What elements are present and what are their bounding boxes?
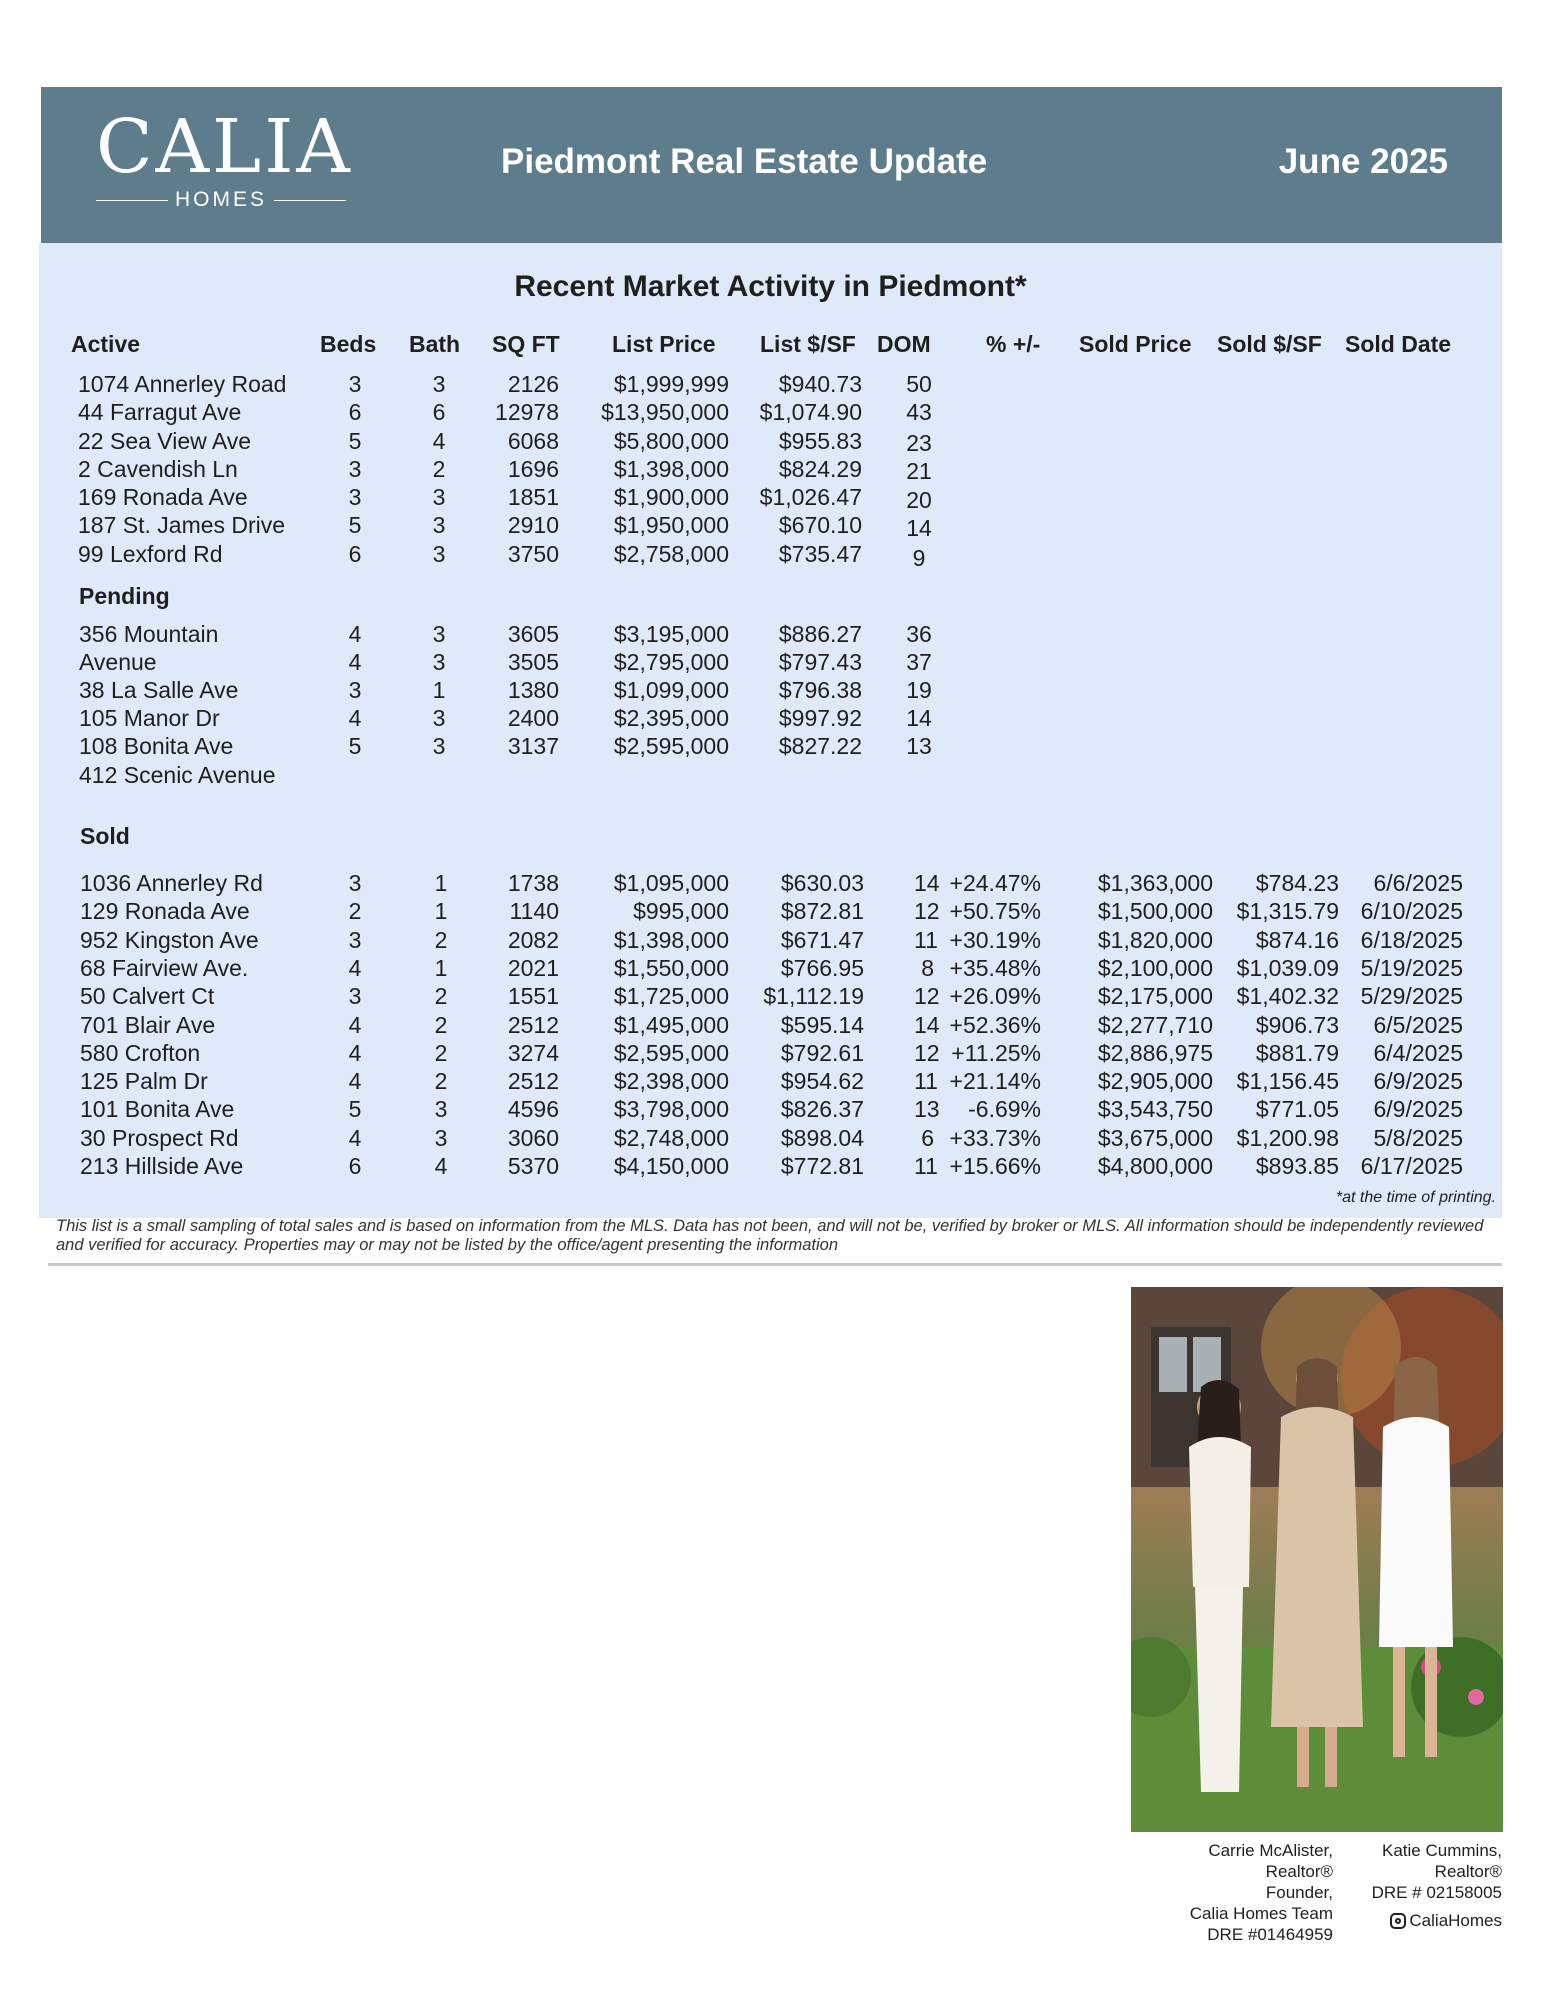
- sold-pct: +11.25%: [951, 1039, 1041, 1066]
- sold-sqft: 2512: [507, 1011, 559, 1038]
- sold-date: 6/4/2025: [1373, 1039, 1463, 1066]
- logo-subtitle: HOMES: [174, 188, 267, 211]
- active-address: 1074 Annerley Road: [78, 371, 287, 397]
- sold-bath: 1: [434, 870, 448, 896]
- sold-address: 580 Crofton: [80, 1039, 201, 1066]
- sold-pct: +33.73%: [949, 1124, 1041, 1151]
- sold-dom: 6: [921, 1124, 934, 1151]
- col-list-psf: List $/SF: [760, 331, 856, 357]
- pending-sqft: 1380: [507, 677, 559, 703]
- active-address: 44 Farragut Ave: [78, 399, 242, 425]
- pending-bath: 3: [432, 621, 446, 647]
- sold-list-price: $1,495,000: [613, 1011, 729, 1038]
- col-list-price: List Price: [612, 331, 716, 357]
- sold-beds: 3: [348, 983, 362, 1010]
- sold-price: $2,100,000: [1097, 954, 1213, 981]
- active-list-price: $1,398,000: [613, 456, 729, 482]
- sold-list-price: $2,595,000: [613, 1039, 729, 1066]
- sold-date: 6/9/2025: [1373, 1096, 1463, 1123]
- pending-list-psf: $827.22: [778, 733, 862, 759]
- sold-address: 129 Ronada Ave: [80, 898, 250, 925]
- pending-beds: 4: [348, 705, 362, 731]
- sold-beds: 4: [348, 954, 362, 981]
- sold-bath: 2: [434, 1011, 448, 1038]
- sold-label: Sold: [80, 823, 130, 849]
- sold-dom: 11: [914, 926, 938, 953]
- sold-psf: $1,039.09: [1236, 954, 1339, 981]
- active-address: 187 St. James Drive: [78, 512, 286, 538]
- sold-psf: $906.73: [1255, 1011, 1339, 1038]
- sold-beds: 4: [348, 1124, 362, 1151]
- pending-list-psf: $886.27: [778, 621, 862, 647]
- sold-beds: 4: [348, 1011, 362, 1038]
- sold-beds: 6: [348, 1153, 362, 1179]
- sold-list-price: $3,798,000: [613, 1096, 729, 1123]
- sold-dom: 12: [914, 1039, 940, 1066]
- sold-dom: 11: [914, 1153, 938, 1179]
- sold-list-price: $1,398,000: [613, 926, 729, 953]
- agent-caption-line: Calia Homes Team: [1189, 1904, 1333, 1923]
- active-address: 99 Lexford Rd: [78, 541, 223, 567]
- col-bath: Bath: [409, 331, 461, 357]
- pending-list-psf: $997.92: [778, 705, 862, 731]
- active-sqft: 1696: [507, 456, 559, 482]
- sold-list-psf: $595.14: [780, 1011, 864, 1038]
- col-sold-price: Sold Price: [1079, 331, 1192, 357]
- sold-list-psf: $954.62: [780, 1068, 864, 1095]
- sold-address: 50 Calvert Ct: [80, 983, 215, 1010]
- market-activity-panel: [39, 243, 1502, 1218]
- header-date: June 2025: [1278, 142, 1448, 181]
- sold-beds: 2: [348, 898, 362, 925]
- sold-pct: +35.48%: [949, 954, 1041, 981]
- active-list-price: $1,900,000: [613, 484, 729, 510]
- sold-list-price: $4,150,000: [613, 1153, 729, 1179]
- sold-pct: +26.09%: [949, 983, 1041, 1010]
- active-list-psf: $955.83: [778, 428, 862, 454]
- sold-price: $3,543,750: [1097, 1096, 1213, 1123]
- agent-caption-line: Carrie McAlister,: [1208, 1841, 1333, 1860]
- active-bath: 3: [432, 371, 446, 397]
- agent-caption-line: Founder,: [1265, 1883, 1333, 1902]
- agent-caption-line: Katie Cummins,: [1382, 1841, 1502, 1860]
- sold-address: 30 Prospect Rd: [80, 1124, 239, 1151]
- pending-bath: 1: [432, 677, 446, 703]
- sold-sqft: 1140: [509, 898, 559, 925]
- sold-date: 6/18/2025: [1360, 926, 1463, 953]
- active-beds: 6: [348, 399, 362, 425]
- sold-bath: 4: [434, 1153, 448, 1179]
- sold-beds: 3: [348, 870, 362, 896]
- sold-dom: 8: [921, 954, 934, 981]
- sold-pct: +21.14%: [949, 1068, 1041, 1095]
- sold-date: 6/9/2025: [1373, 1068, 1463, 1095]
- team-photo-illustration: [1131, 1287, 1503, 1832]
- active-address: 2 Cavendish Ln: [78, 456, 238, 482]
- sold-bath: 1: [434, 898, 448, 925]
- printing-footnote: *at the time of printing.: [1335, 1189, 1496, 1206]
- active-beds: 3: [348, 456, 362, 482]
- sold-beds: 4: [348, 1068, 362, 1095]
- panel-title: Recent Market Activity in Piedmont*: [514, 270, 1027, 303]
- pending-dom: 36: [906, 621, 932, 647]
- sold-pct: +24.47%: [949, 870, 1041, 896]
- sold-date: 5/29/2025: [1360, 983, 1463, 1010]
- col-sqft: SQ FT: [492, 331, 560, 357]
- active-list-price: $5,800,000: [613, 428, 729, 454]
- active-address: 22 Sea View Ave: [78, 428, 252, 454]
- active-dom: 9: [912, 545, 926, 571]
- pending-list-price: $2,595,000: [613, 733, 729, 759]
- sold-date: 6/17/2025: [1360, 1153, 1463, 1179]
- pending-list-price: $3,195,000: [613, 621, 729, 647]
- logo-wordmark: CALIA: [96, 104, 353, 190]
- instagram-handle-row[interactable]: [1372, 1910, 1502, 1931]
- sold-psf: $881.79: [1255, 1039, 1339, 1066]
- col-sold-date: Sold Date: [1345, 331, 1452, 357]
- sold-beds: 5: [348, 1096, 362, 1123]
- active-sqft: 2126: [507, 371, 559, 397]
- sold-address: 701 Blair Ave: [80, 1011, 216, 1038]
- sold-list-psf: $792.61: [780, 1039, 864, 1066]
- active-dom: 20: [906, 487, 932, 513]
- agent-caption-line: DRE #01464959: [1207, 1925, 1333, 1944]
- pending-sqft: 3137: [507, 733, 559, 759]
- pending-sqft: 3505: [507, 649, 559, 675]
- sold-dom: 14: [914, 870, 940, 896]
- sold-dom: 13: [914, 1096, 940, 1123]
- sold-price: $4,800,000: [1097, 1153, 1213, 1179]
- sold-price: $1,500,000: [1097, 898, 1213, 925]
- active-list-psf: $1,026.47: [759, 484, 862, 510]
- agent-caption-line: Realtor®: [1265, 1862, 1333, 1881]
- pending-beds: 5: [348, 733, 362, 759]
- sold-price: $1,363,000: [1097, 870, 1213, 896]
- sold-sqft: 2021: [507, 954, 559, 981]
- sold-psf: $1,402.32: [1236, 983, 1339, 1010]
- active-bath: 6: [432, 399, 446, 425]
- pending-list-price: $2,395,000: [613, 705, 729, 731]
- pending-sqft: 3605: [507, 621, 559, 647]
- sold-date: 5/8/2025: [1373, 1124, 1463, 1151]
- sold-bath: 2: [434, 1039, 448, 1066]
- active-beds: 3: [348, 371, 362, 397]
- sold-pct: -6.69%: [968, 1096, 1041, 1123]
- sold-beds: 4: [348, 1039, 362, 1066]
- agent-caption-katie: [1372, 1840, 1502, 1931]
- sold-list-psf: $766.95: [780, 954, 864, 981]
- sold-list-price: $1,725,000: [613, 983, 729, 1010]
- agent-caption-line: Realtor®: [1434, 1862, 1502, 1881]
- sold-address: 68 Fairview Ave.: [80, 954, 249, 981]
- sold-beds: 3: [348, 926, 362, 953]
- col-dom: DOM: [877, 331, 931, 357]
- sold-dom: 12: [914, 898, 940, 925]
- team-photo: [1131, 1287, 1503, 1832]
- sold-list-psf: $772.81: [780, 1153, 864, 1179]
- col-pct: % +/-: [986, 331, 1041, 357]
- active-dom: 50: [906, 371, 932, 397]
- sold-sqft: 5370: [507, 1153, 559, 1179]
- sold-price: $1,820,000: [1097, 926, 1213, 953]
- sold-date: 5/19/2025: [1360, 954, 1463, 981]
- sold-sqft: 4596: [507, 1096, 559, 1123]
- col-beds: Beds: [320, 331, 377, 357]
- sold-sqft: 3274: [507, 1039, 559, 1066]
- active-list-price: $1,950,000: [613, 512, 729, 538]
- active-list-psf: $735.47: [778, 541, 862, 567]
- pending-list-psf: $797.43: [778, 649, 862, 675]
- active-sqft: 1851: [507, 484, 559, 510]
- pending-address: 412 Scenic Avenue: [79, 762, 276, 788]
- col-active: Active: [71, 331, 141, 357]
- active-sqft: 6068: [507, 428, 559, 454]
- active-list-psf: $824.29: [778, 456, 862, 482]
- sold-list-psf: $872.81: [780, 898, 864, 925]
- sold-date: 6/10/2025: [1360, 898, 1463, 925]
- sold-address: 213 Hillside Ave: [80, 1153, 244, 1179]
- sold-dom: 12: [914, 983, 940, 1010]
- active-dom: 43: [906, 399, 932, 425]
- sold-sqft: 3060: [507, 1124, 559, 1151]
- sold-list-psf: $671.47: [780, 926, 864, 953]
- pending-dom: 13: [906, 733, 932, 759]
- header-band: [41, 87, 1502, 243]
- active-beds: 5: [348, 512, 362, 538]
- active-list-price: $1,999,999: [613, 371, 729, 397]
- active-list-psf: $1,074.90: [759, 399, 862, 425]
- active-address: 169 Ronada Ave: [78, 484, 248, 510]
- active-beds: 6: [348, 541, 362, 567]
- active-dom: 21: [906, 458, 932, 484]
- instagram-icon: [1390, 1913, 1406, 1929]
- col-sold-psf: Sold $/SF: [1217, 331, 1322, 357]
- sold-bath: 2: [434, 983, 448, 1010]
- pending-dom: 19: [906, 677, 932, 703]
- sold-psf: $771.05: [1255, 1096, 1339, 1123]
- pending-sqft: 2400: [507, 705, 559, 731]
- sold-bath: 3: [434, 1096, 448, 1123]
- active-bath: 3: [432, 541, 446, 567]
- pending-list-price: $1,099,000: [613, 677, 729, 703]
- sold-psf: $893.85: [1255, 1153, 1339, 1179]
- sold-bath: 3: [434, 1124, 448, 1151]
- sold-psf: $1,200.98: [1236, 1124, 1339, 1151]
- pending-bath: 3: [432, 649, 446, 675]
- active-sqft: 2910: [507, 512, 559, 538]
- sold-list-psf: $826.37: [780, 1096, 864, 1123]
- active-list-psf: $940.73: [778, 371, 862, 397]
- sold-bath: 1: [434, 954, 448, 981]
- sold-dom: 11: [914, 1068, 938, 1095]
- sold-sqft: 1551: [507, 983, 559, 1010]
- active-beds: 5: [348, 428, 362, 454]
- sold-bath: 2: [434, 1068, 448, 1095]
- sold-list-price: $1,095,000: [613, 870, 729, 896]
- sold-price: $3,675,000: [1097, 1124, 1213, 1151]
- sold-sqft: 1738: [507, 870, 559, 896]
- sold-bath: 2: [434, 926, 448, 953]
- sold-list-price: $2,748,000: [613, 1124, 729, 1151]
- pending-address: 105 Manor Dr: [79, 705, 220, 731]
- sold-psf: $1,156.45: [1236, 1068, 1339, 1095]
- pending-dom: 14: [906, 705, 932, 731]
- pending-address: 108 Bonita Ave: [79, 733, 234, 759]
- active-list-price: $2,758,000: [613, 541, 729, 567]
- sold-psf: $874.16: [1255, 926, 1339, 953]
- sold-list-price: $1,550,000: [613, 954, 729, 981]
- sold-pct: +50.75%: [949, 898, 1041, 925]
- active-sqft: 12978: [495, 399, 559, 425]
- sold-list-psf: $1,112.19: [763, 983, 864, 1010]
- agent-caption-carrie: [1190, 1840, 1333, 1945]
- sold-list-price: $995,000: [633, 898, 729, 925]
- logo-rule-right: [274, 200, 346, 201]
- header-title: Piedmont Real Estate Update: [501, 142, 988, 181]
- divider-rule: [48, 1263, 1502, 1266]
- pending-dom: 37: [906, 649, 932, 675]
- active-bath: 2: [432, 456, 446, 482]
- sold-address: 1036 Annerley Rd: [80, 870, 263, 896]
- sold-date: 6/5/2025: [1373, 1011, 1463, 1038]
- sold-sqft: 2082: [507, 926, 559, 953]
- pending-list-price: $2,795,000: [613, 649, 729, 675]
- sold-date: 6/6/2025: [1373, 870, 1463, 896]
- sold-price: $2,886,975: [1097, 1039, 1213, 1066]
- active-list-price: $13,950,000: [601, 399, 729, 425]
- sold-pct: +30.19%: [949, 926, 1041, 953]
- pending-beds: 4: [348, 621, 362, 647]
- pending-beds: 3: [348, 677, 362, 703]
- pending-address: 356 Mountain: [79, 621, 219, 647]
- sold-price: $2,277,710: [1097, 1011, 1213, 1038]
- sold-address: 952 Kingston Ave: [80, 926, 259, 953]
- sold-sqft: 2512: [507, 1068, 559, 1095]
- sold-pct: +52.36%: [949, 1011, 1041, 1038]
- pending-address: 38 La Salle Ave: [79, 677, 239, 703]
- sold-list-psf: $630.03: [780, 870, 864, 896]
- pending-address: Avenue: [79, 649, 157, 675]
- sold-list-psf: $898.04: [780, 1124, 864, 1151]
- sold-address: 101 Bonita Ave: [80, 1096, 235, 1123]
- sold-pct: +15.66%: [949, 1153, 1041, 1179]
- sold-price: $2,905,000: [1097, 1068, 1213, 1095]
- sold-address: 125 Palm Dr: [80, 1068, 208, 1095]
- active-beds: 3: [348, 484, 362, 510]
- pending-list-psf: $796.38: [778, 677, 862, 703]
- active-sqft: 3750: [507, 541, 559, 567]
- active-bath: 3: [432, 484, 446, 510]
- instagram-handle: CaliaHomes: [1409, 1911, 1502, 1930]
- mls-disclaimer: This list is a small sampling of total sales and is based on information from the MLS. Data has not been, and will not be, verified by broker or MLS. All information should be independently reviewed and verified for accuracy. Properties may or may not be listed by the office/agent presenting the information: [56, 1217, 1484, 1254]
- sold-price: $2,175,000: [1097, 983, 1213, 1010]
- active-bath: 3: [432, 512, 446, 538]
- active-dom: 14: [906, 515, 932, 541]
- sold-psf: $784.23: [1255, 870, 1339, 896]
- logo-rule-left: [96, 200, 168, 201]
- calia-homes-logo: [96, 104, 353, 211]
- pending-bath: 3: [432, 733, 446, 759]
- pending-label: Pending: [79, 583, 170, 609]
- pending-beds: 4: [348, 649, 362, 675]
- agent-caption-line: DRE # 02158005: [1371, 1883, 1502, 1902]
- sold-psf: $1,315.79: [1236, 898, 1339, 925]
- pending-bath: 3: [432, 705, 446, 731]
- active-list-psf: $670.10: [778, 512, 862, 538]
- sold-list-price: $2,398,000: [613, 1068, 729, 1095]
- sold-dom: 14: [914, 1011, 940, 1038]
- logo-sub: [96, 187, 346, 211]
- active-bath: 4: [432, 428, 446, 454]
- active-dom: 23: [906, 430, 932, 456]
